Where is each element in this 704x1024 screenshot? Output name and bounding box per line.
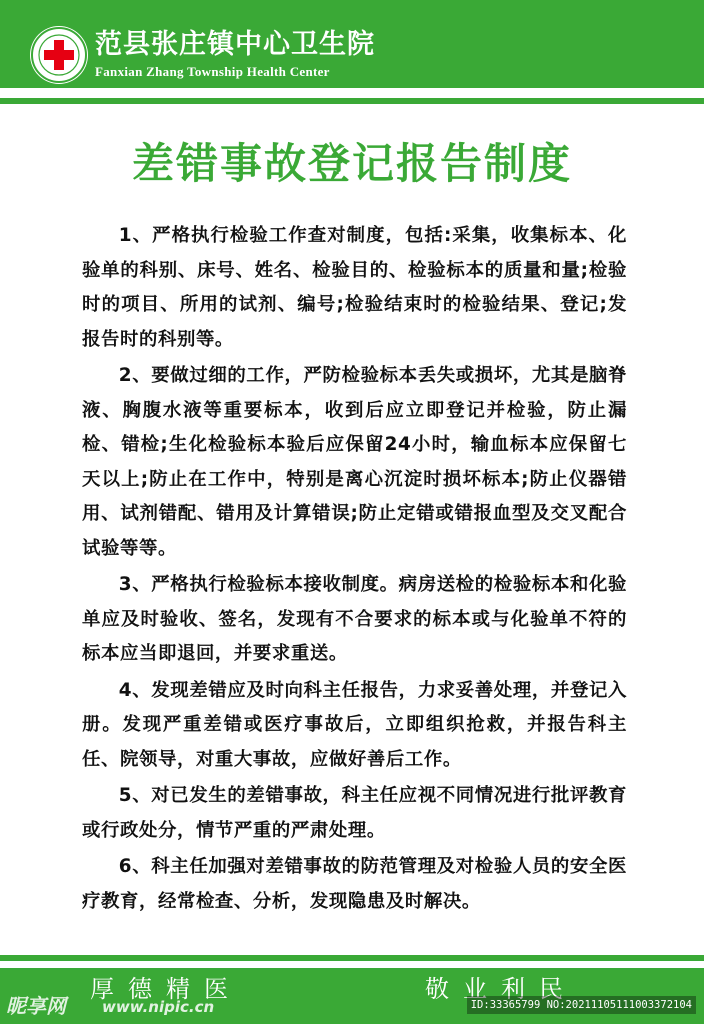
- red-cross-emblem-icon: [30, 26, 88, 84]
- organization-name-cn: 范县张庄镇中心卫生院: [95, 29, 375, 60]
- watermark-id: ID:33365799 NO:20211105111003372104: [467, 996, 696, 1014]
- regulation-item-6: 6、科主任加强对差错事故的防范管理及对检验人员的安全医疗教育，经常检查、分析，发现隐患及时解决。: [82, 856, 627, 912]
- motto-right: 敬业利民: [425, 975, 577, 1003]
- motto-left: 厚德精医: [90, 975, 242, 1003]
- regulation-body: [82, 219, 627, 919]
- watermark-site-url: www.nipic.cn: [102, 998, 215, 1016]
- regulation-item-5: 5、对已发生的差错事故，科主任应视不同情况进行批评教育或行政处分，情节严重的严肃处理。: [82, 785, 627, 841]
- watermark-site-logo: 昵享网: [6, 994, 66, 1018]
- document-title: 差错事故登记报告制度: [131, 139, 572, 188]
- regulation-item-2: 2、要做过细的工作，严防检验标本丢失或损坏，尤其是脑脊液、胸腹水液等重要标本，收到后应立即登记并检验，防止漏检、错检;生化检验标本验后应保留24小时，输血标本应保留七天以上;防止在工作中，特别是离心沉淀时损坏标本;防止仪器错用、试剂错配、错用及计算错误;防止定错或错报血型及交叉配合试验等等。: [82, 365, 627, 559]
- regulation-item-1: 1、严格执行检验工作查对制度，包括:采集，收集标本、化验单的科别、床号、姓名、检验目的、检验标本的质量和量;检验时的项目、所用的试剂、编号;检验结束时的检验结果、登记;发报告时的科别等。: [82, 225, 627, 350]
- organization-name-en: Fanxian Zhang Township Health Center: [95, 64, 330, 79]
- regulation-item-4: 4、发现差错应及时向科主任报告，力求妥善处理，并登记入册。发现严重差错或医疗事故后，立即组织抢救，并报告科主任、院领导，对重大事故，应做好善后工作。: [82, 679, 627, 770]
- footer-stripe: [0, 955, 704, 961]
- header-stripe: [0, 98, 704, 104]
- regulation-item-3: 3、严格执行检验标本接收制度。病房送检的检验标本和化验单应及时验收、签名，发现有不合要求的标本或与化验单不符的标本应当即退回，并要求重送。: [82, 574, 627, 664]
